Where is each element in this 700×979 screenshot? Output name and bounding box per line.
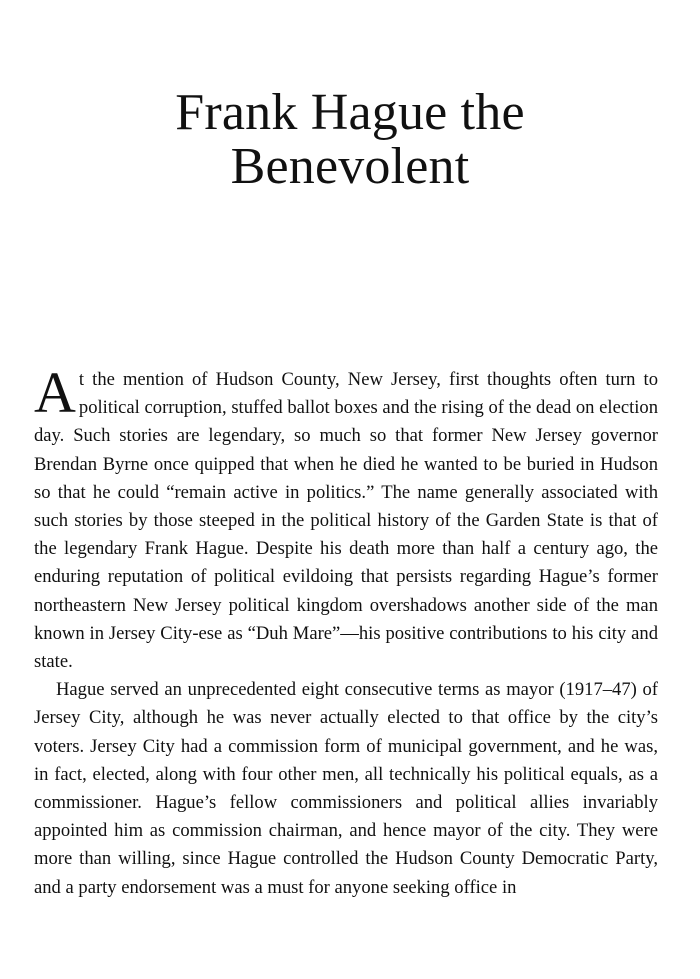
drop-cap: A	[34, 360, 76, 425]
chapter-body	[34, 360, 658, 902]
paragraph-1	[34, 360, 658, 676]
chapter-title-line-1: Frank Hague the	[175, 84, 525, 141]
paragraph-2-text: Hague served an unprecedented eight consecutive terms as mayor (1917–47) of Jersey City, although he was never actually elected to that office by the city’s voters. Jersey City had a commission form of municipal government, and he was, in fact, elected, along with four other men, all technically his political equals, as a commissioner. Hague’s fellow commissioners and political allies invariably appointed him as commission chairman, and hence mayor of the city. They were more than willing, since Hague controlled the Hudson County Democratic Party, and a party endorsement was a must for anyone seeking office in	[34, 679, 658, 898]
paragraph-2	[34, 676, 658, 902]
chapter-title	[0, 86, 700, 194]
chapter-title-line-2: Benevolent	[230, 138, 470, 195]
paragraph-1-text: t the mention of Hudson County, New Jersey, first thoughts often turn to political corruption, stuffed ballot boxes and the rising of the dead on election day. Such stories are legendary, so much so that former New Jersey governor Brendan Byrne once quipped that when he died he wanted to be buried in Hudson so that he could “remain active in politics.” The name generally associated with such stories by those steeped in the political history of the Garden State is that of the legendary Frank Hague. Despite his death more than half a century ago, the enduring reputation of political evildoing that persists regarding Hague’s former northeastern New Jersey political kingdom overshadows another side of the man known in Jersey City-ese as “Duh Mare”—his positive contributions to his city and state.	[34, 369, 658, 673]
